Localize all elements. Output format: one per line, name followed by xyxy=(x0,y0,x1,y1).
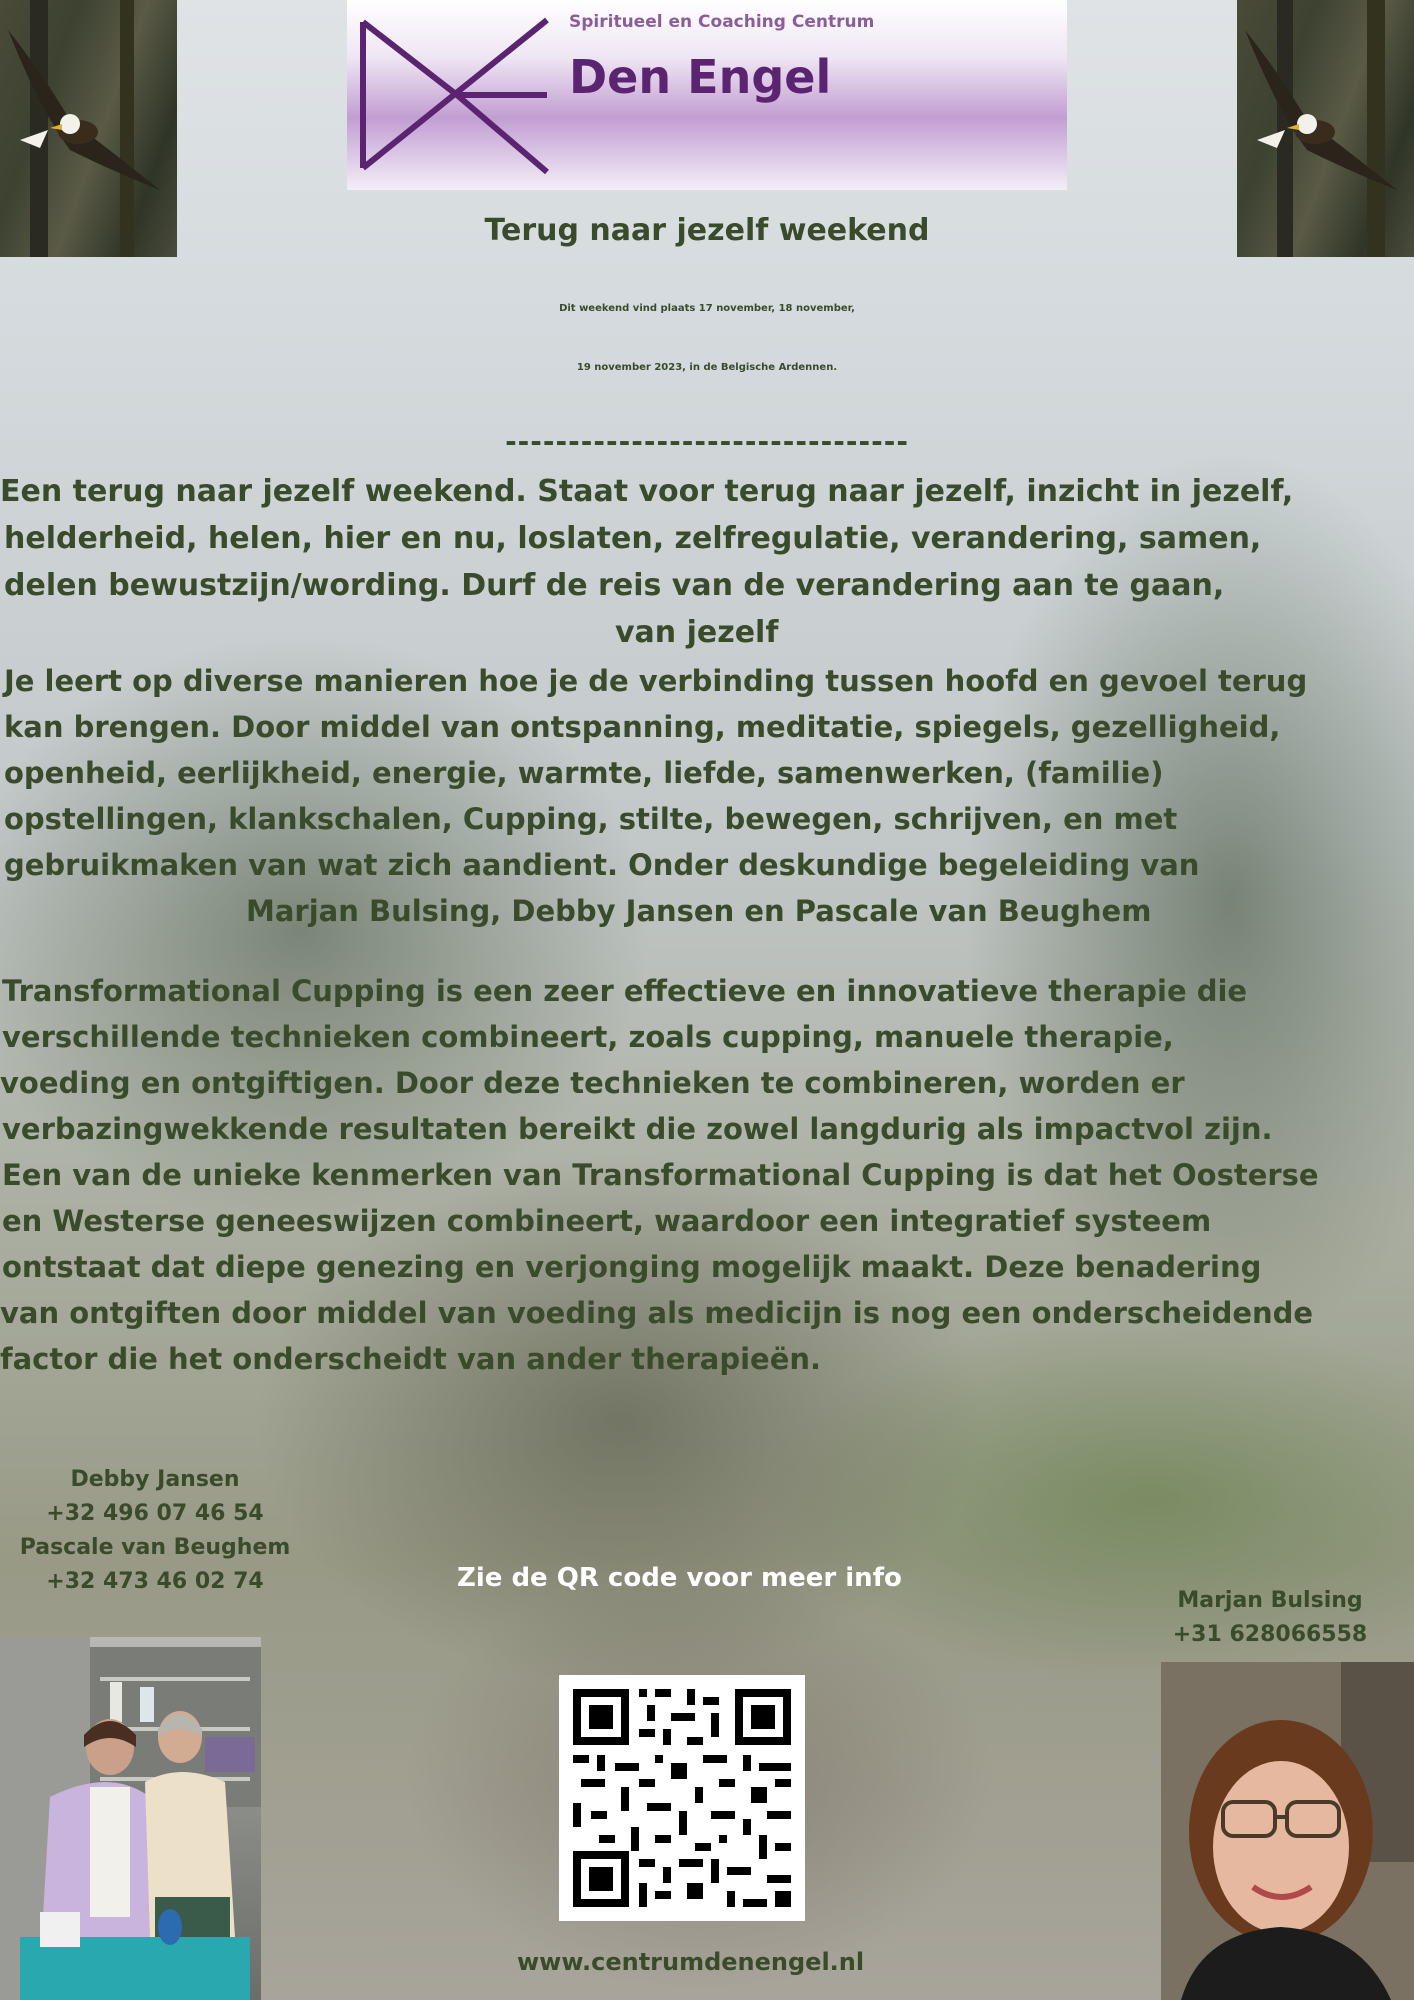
qr-hint: Zie de QR code voor meer info xyxy=(457,1563,902,1593)
cupping-line: voeding en ontgiftigen. Door deze technieken te combineren, worden er xyxy=(0,1066,1185,1100)
contact-phone: +31 628066558 xyxy=(1172,1622,1368,1647)
intro-line: delen bewustzijn/wording. Durf de reis van de verandering aan te gaan, xyxy=(4,568,1225,603)
photo-debby-pascale xyxy=(0,1637,261,2000)
method-line: Marjan Bulsing, Debby Jansen en Pascale van Beughem xyxy=(246,894,1152,928)
contact-name: Debby Jansen xyxy=(70,1467,240,1492)
qr-code[interactable] xyxy=(559,1675,805,1921)
website-link[interactable]: www.centrumdenengel.nl xyxy=(517,1948,865,1976)
method-line: gebruikmaken van wat zich aandient. Onder deskundige begeleiding van xyxy=(4,848,1200,882)
cupping-line: verbazingwekkende resultaten bereikt die zowel langdurig als impactvol zijn. xyxy=(2,1112,1273,1146)
contact-block-right xyxy=(1150,1584,1390,1652)
contact-name: Marjan Bulsing xyxy=(1177,1588,1363,1613)
method-line: openheid, eerlijkheid, energie, warmte, liefde, samenwerken, (familie) xyxy=(4,756,1164,790)
contact-phone: +32 496 07 46 54 xyxy=(46,1501,264,1526)
intro-line: helderheid, helen, hier en nu, loslaten, zelfregulatie, verandering, samen, xyxy=(4,521,1262,556)
contact-phone: +32 473 46 02 74 xyxy=(46,1569,264,1594)
cupping-line: factor die het onderscheidt van ander therapieën. xyxy=(0,1342,822,1376)
cupping-line: en Westerse geneeswijzen combineert, waardoor een integratief systeem xyxy=(2,1204,1212,1238)
cupping-line: van ontgiften door middel van voeding als medicijn is nog een onderscheidende xyxy=(0,1296,1314,1330)
method-line: Je leert op diverse manieren hoe je de verbinding tussen hoofd en gevoel terug xyxy=(4,664,1308,698)
cupping-line: Een van de unieke kenmerken van Transformational Cupping is dat het Oosterse xyxy=(2,1158,1319,1192)
cupping-line: verschillende technieken combineert, zoals cupping, manuele therapie, xyxy=(2,1020,1174,1054)
page-title: Terug naar jezelf weekend xyxy=(484,213,930,248)
subtitle-line: Dit weekend vind plaats 17 november, 18 november, xyxy=(559,303,855,314)
photo-marjan xyxy=(1161,1662,1414,2000)
logo-subtitle: Spiritueel en Coaching Centrum xyxy=(569,12,875,32)
cupping-line: ontstaat dat diepe genezing en verjonging mogelijk maakt. Deze benadering xyxy=(2,1250,1262,1284)
separator: -------------------------------- xyxy=(505,425,909,458)
intro-line: Een terug naar jezelf weekend. Staat voor terug naar jezelf, inzicht in jezelf, xyxy=(0,474,1294,509)
people-photo-icon xyxy=(0,1637,261,2000)
qr-code-icon xyxy=(559,1675,805,1921)
intro-line: van jezelf xyxy=(615,615,779,650)
logo-banner xyxy=(347,0,1067,190)
logo-name: Den Engel xyxy=(569,50,832,104)
person-photo-icon xyxy=(1161,1662,1414,2000)
subtitle-line: 19 november 2023, in de Belgische Ardennen. xyxy=(576,362,838,373)
contact-block-left xyxy=(0,1463,310,1599)
method-line: opstellingen, klankschalen, Cupping, stilte, bewegen, schrijven, en met xyxy=(4,802,1178,836)
method-line: kan brengen. Door middel van ontspanning, meditatie, spiegels, gezelligheid, xyxy=(4,710,1281,744)
cupping-line: Transformational Cupping is een zeer effectieve en innovatieve therapie die xyxy=(2,974,1248,1008)
contact-name: Pascale van Beughem xyxy=(19,1535,291,1560)
